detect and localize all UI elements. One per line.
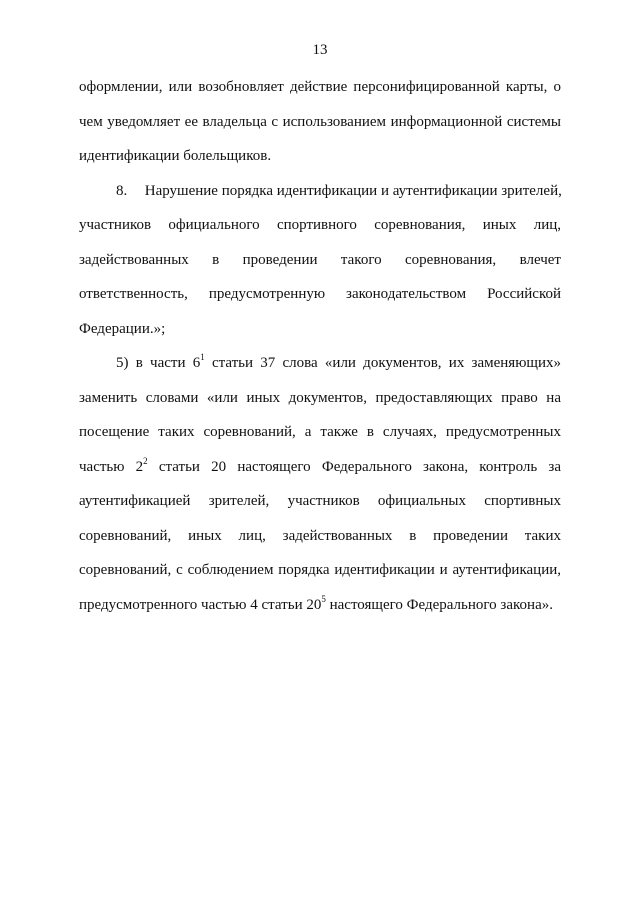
superscript-2: 2 bbox=[143, 455, 148, 466]
text-line-13: аутентификацией зрителей, участников официальных спортивных bbox=[79, 493, 561, 509]
text-line-14: соревнований, иных лиц, задействованных в проведении таких bbox=[79, 527, 561, 544]
text-line-3: идентификации болельщиков. bbox=[79, 148, 272, 164]
text-line-7: ответственность, предусмотренную законодательством Российской bbox=[79, 286, 561, 302]
superscript-5: 5 bbox=[321, 593, 326, 604]
paragraph-8-first-line bbox=[79, 180, 561, 215]
text-line-6: задействованных в проведении такого соревнования, влечет bbox=[79, 251, 561, 268]
text-part-d: статьи 20 настоящего Федерального закона, контроль за bbox=[147, 458, 561, 475]
text-line-11: посещение таких соревнований, а также в случаях, предусмотренных bbox=[79, 424, 561, 440]
text-part-e: предусмотренного частью 4 статьи 20 bbox=[79, 596, 322, 613]
text-part-c: частью 2 bbox=[79, 458, 144, 475]
text-line-16 bbox=[79, 594, 561, 629]
paragraph-8-text: Нарушение порядка идентификации и аутентификации зрителей, bbox=[144, 182, 562, 199]
text-part-b: статьи 37 слова «или документов, их заменяющих» bbox=[204, 355, 561, 371]
text-line-5: участников официального спортивного соревнования, иных лиц, bbox=[79, 217, 561, 233]
item-8-number: 8. bbox=[116, 182, 128, 199]
text-line-12 bbox=[79, 456, 561, 491]
text-part-f: настоящего Федерального закона». bbox=[325, 596, 553, 613]
text-line-1: оформлении, или возобновляет действие персонифицированной карты, о bbox=[79, 79, 561, 95]
document-body bbox=[79, 76, 561, 628]
text-line-8: Федерации.»; bbox=[79, 320, 166, 337]
text-line-2: чем уведомляет ее владельца с использованием информационной системы bbox=[79, 113, 561, 130]
text-line-15: соревнований, с соблюдением порядка идентификации и аутентификации, bbox=[79, 562, 561, 578]
paragraph-5-first-line bbox=[79, 352, 561, 387]
text-part-a: 5) в части 6 bbox=[116, 355, 201, 371]
text-line-10: заменить словами «или иных документов, предоставляющих право на bbox=[79, 389, 561, 406]
superscript-1: 1 bbox=[200, 352, 205, 362]
page-number: 13 bbox=[312, 42, 328, 58]
